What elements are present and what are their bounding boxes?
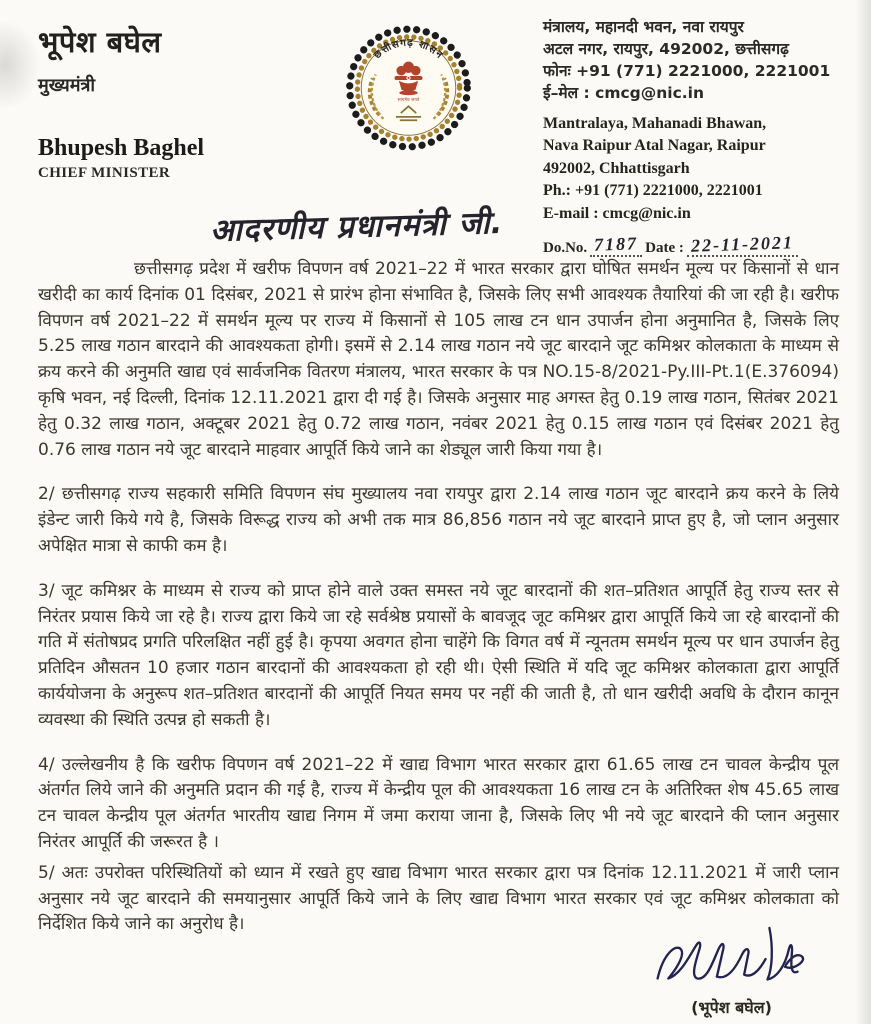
signature-block xyxy=(644,922,819,1018)
do-no-value: 7187 xyxy=(590,234,642,257)
address-english-line: 492002, Chhattisgarh xyxy=(543,159,690,177)
address-english-line: Mantralaya, Mahanadi Bhawan, xyxy=(543,115,767,132)
do-no-label: Do.No. xyxy=(543,239,588,256)
state-seal-icon xyxy=(341,18,476,158)
address-english-line: E-mail : cmcg@nic.in xyxy=(543,204,691,222)
address-hindi xyxy=(543,16,845,104)
handwritten-salutation: आदरणीय प्रधानमंत्री जी. xyxy=(209,204,504,250)
body-paragraph-5: 5/ अतः उपरोक्त परिस्थितियों को ध्यान में रखते हुए खाद्य विभाग भारत सरकार द्वारा पत्र दिनांक 12.11.2021 में जारी प्लान अनुसार नये जूट बारदाने की समयानुसार आपूर्ति किये जाने के लिए खाद्य विभाग भारत सरकार एवं जूट कमिश्नर कोलकाता को निर्देशित किये जाने का अनुरोध है। xyxy=(38,862,839,935)
address-english-line: Ph.: +91 (771) 2221000, 2221001 xyxy=(543,182,763,200)
address-english xyxy=(543,113,845,225)
sender-title-english: CHIEF MINISTER xyxy=(38,165,171,181)
body-paragraph-4: 4/ उल्लेखनीय है कि खरीफ विपणन वर्ष 2021–22 में खाद्य विभाग भारत सरकार द्वारा 61.65 लाख टन चावल केन्द्रीय पूल अंतर्गत लिये जाने की अनुमति प्रदान की गई है, राज्य में केन्द्रीय पूल की आवश्यकता 16 लाख टन के अतिरिक्त शेष 45.65 लाख टन चावल केन्द्रीय पूल अंतर्गत भारतीय खाद्य निगम में जमा कराया जाना है, जिसके लिए भी नये जूट बारदाने की प्लान अनुसार निरंतर आपूर्ति की जरूरत है । xyxy=(38,754,839,852)
emblem-ring-text: छत्तीसगढ़ शासन xyxy=(371,37,445,62)
date-label: Date : xyxy=(645,239,684,256)
date-value: 22-11-2021 xyxy=(687,234,798,257)
signature-handwriting-icon xyxy=(644,922,819,1000)
body-paragraph-1: छत्तीसगढ़ प्रदेश में खरीफ विपणन वर्ष 2021–22 में भारत सरकार द्वारा घोषित समर्थन मूल्य पर किसानों से धान खरीदी का कार्य दिनांक 01 दिसंबर, 2021 से प्रारंभ होना संभावित है, जिसके लिए सभी आवश्यक तैयारियां की जा रही है। खरीफ विपणन वर्ष 2021–22 में समर्थन मूल्य पर राज्य में किसानों से 105 लाख टन धान उपार्जन होना अनुमानित है, जिसके लिए 5.25 लाख गठान बारदाने की आवश्यकता होगी। इसमें से 2.14 लाख गठान नये जूट बारदाने जूट कमिश्नर कोलकाता के माध्यम से क्रय करने की अनुमति खाद्य एवं सार्वजनिक वितरण मंत्रालय, भारत सरकार के पत्र NO.15-8/2021-Py.III-Pt.1(E.376094) कृषि भवन, नई दिल्ली, दिनांक 12.11.2021 द्वारा दी गई है। जिसके अनुसार माह अगस्त हेतु 0.19 लाख गठान, सितंबर 2021 हेतु 0.32 लाख गठान, अक्टूबर 2021 हेतु 0.72 लाख गठान, नवंबर 2021 हेतु 0.15 लाख गठान एवं दिसंबर 2021 हेतु 0.76 लाख गठान नये जूट बारदाने माहवार आपूर्ति किये जाने का शेड्यूल जारी किया गया है। xyxy=(38,259,839,460)
address-english-line: Nava Raipur Atal Nagar, Raipur xyxy=(543,137,766,155)
sender-name-english: Bhupesh Baghel xyxy=(38,135,205,161)
address-hindi-line: ई–मेल : cmcg@nic.in xyxy=(543,84,705,102)
address-hindi-line: फोनः +91 (771) 2221000, 2221001 xyxy=(543,62,831,80)
body-paragraph-2: 2/ छत्तीसगढ़ राज्य सहकारी समिति विपणन संघ मुख्यालय नवा रायपुर द्वारा 2.14 लाख गठान जूट बारदाने क्रय करने के लिये इंडेन्ट जारी किये गये है, जिसके विरूद्ध राज्य को अभी तक मात्र 86,856 गठान नये जूट बारदाने प्राप्त हुए है, जो प्लान अनुसार अपेक्षित मात्रा से काफी कम है। xyxy=(38,484,839,556)
signatory-name: (भूपेश बघेल) xyxy=(691,998,772,1017)
sender-name-hindi: भूपेश बघेल xyxy=(38,25,162,59)
letter-body xyxy=(38,257,839,957)
address-hindi-line: मंत्रालय, महानदी भवन, नवा रायपुर xyxy=(543,18,744,36)
address-hindi-line: अटल नगर, रायपुर, 492002, छत्तीसगढ़ xyxy=(543,40,789,58)
body-paragraph-3: 3/ जूट कमिश्नर के माध्यम से राज्य को प्राप्त होने वाले उक्त समस्त नये जूट बारदानों की शत–प्रतिशत आपूर्ति हेतु राज्य स्तर से निरंतर प्रयास किये जा रहे है। राज्य द्वारा किये जा रहे सर्वश्रेष्ठ प्रयासों के बावजूद जूट कमिश्नर द्वारा आपूर्ति किये जा रहे बारदानों की गति में संतोषप्रद प्रगति परिलक्षित नहीं हुई है। कृपया अवगत होना चाहेंगे कि विगत वर्ष में न्यूनतम समर्थन मूल्य पर धान उपार्जन हेतु प्रतिदिन औसतन 10 हजार गठान बारदानों की आवश्यकता हो रही थी। ऐसी स्थिति में यदि जूट कमिश्नर कोलकाता द्वारा आपूर्ति कार्ययोजना के अनुरूप शत–प्रतिशत बारदानों की आपूर्ति नियत समय पर नहीं की जाती है, तो धान खरीदी अवधि के दौरान कानून व्यवस्था की स्थिति उत्पन्न हो सकती है। xyxy=(38,580,839,730)
sender-title-hindi: मुख्यमंत्री xyxy=(38,75,96,96)
office-address-block xyxy=(543,16,845,257)
reference-number-line xyxy=(543,234,845,257)
emblem-motto-text: सत्यमेव जयते xyxy=(397,98,419,104)
